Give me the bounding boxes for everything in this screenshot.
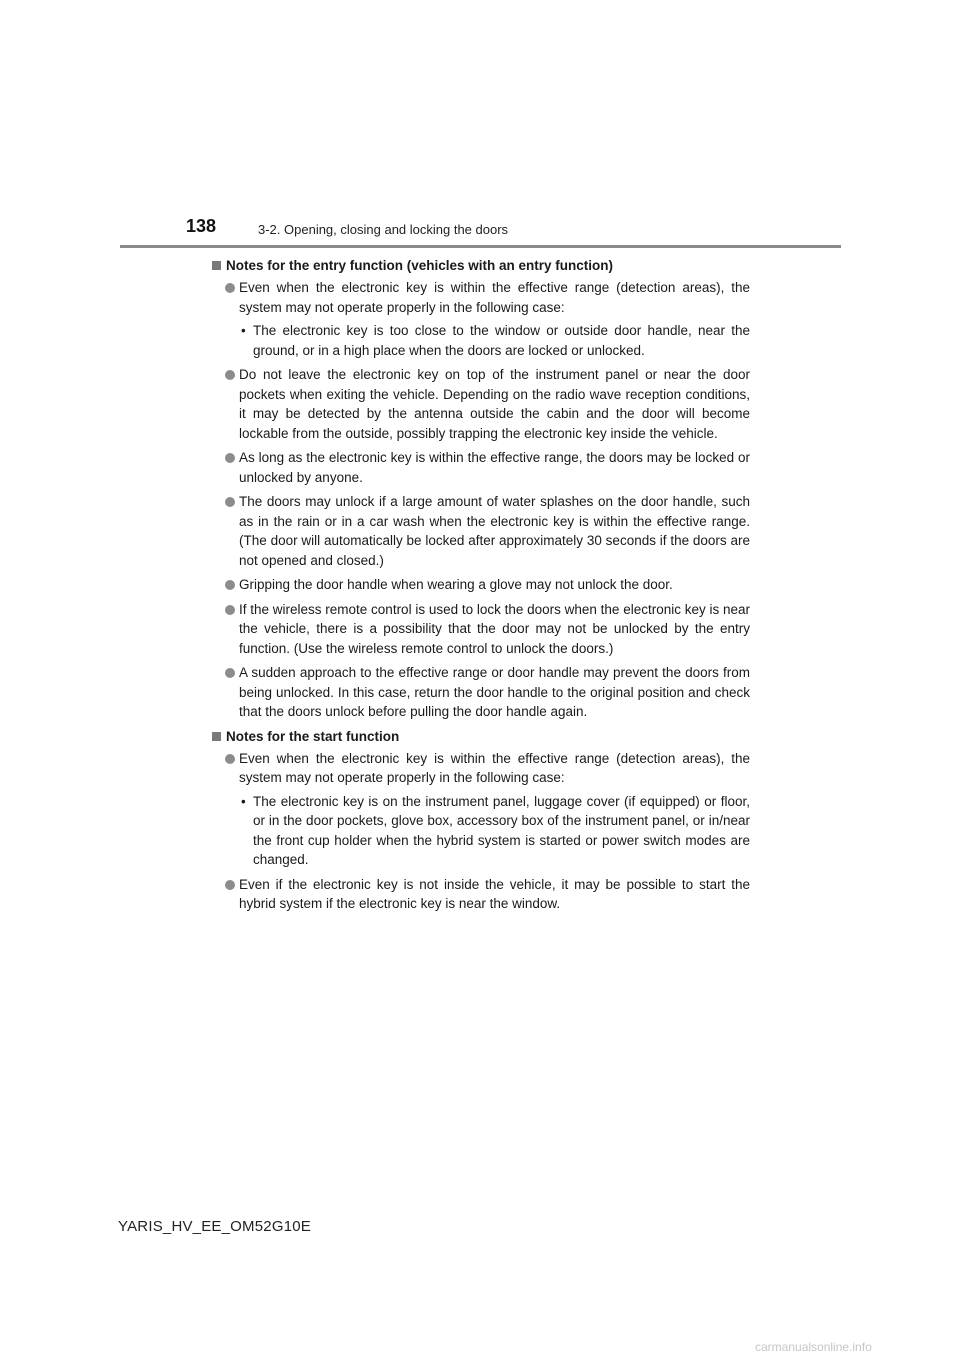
bullet-item: [210, 492, 750, 570]
bullet-text: Even when the electronic key is within the effective range (detection areas), the system may not operate properly in the following case:: [239, 280, 750, 315]
bullet-text: Even when the electronic key is within the effective range (detection areas), the system may not operate properly in the following case:: [239, 750, 750, 785]
round-bullet-icon: [225, 580, 235, 590]
section-entry-function: [210, 256, 750, 722]
sub-item: [210, 321, 750, 360]
bullet-item: [210, 600, 750, 659]
main-content: [210, 256, 750, 919]
square-bullet-icon: [212, 261, 221, 270]
bullet-item: [210, 875, 750, 914]
bullet-text: Even if the electronic key is not inside the vehicle, it may be possible to start the hybrid system if the electronic key is near the window.: [239, 876, 750, 911]
section-heading: [210, 256, 750, 275]
bullet-text: As long as the electronic key is within the effective range, the doors may be locked or unlocked by anyone.: [239, 450, 750, 485]
section-title: 3-2. Opening, closing and locking the doors: [258, 222, 509, 237]
bullet-text: If the wireless remote control is used to lock the doors when the electronic key is near the vehicle, there is a possibility that the door may not be unlocked by the entry function. (Use the wireless remote control to unlock the doors.): [239, 601, 750, 656]
bullet-item: [210, 365, 750, 443]
dot-marker-icon: •: [241, 793, 246, 809]
round-bullet-icon: [225, 668, 235, 678]
section-start-function: [210, 727, 750, 914]
bullet-item: [210, 278, 750, 360]
sub-item-text: The electronic key is too close to the window or outside door handle, near the ground, or in a high place when the doors are locked or unlocked.: [253, 323, 750, 358]
header-divider: [120, 245, 841, 248]
bullet-item: [210, 749, 750, 870]
bullet-item: [210, 575, 750, 595]
square-bullet-icon: [212, 732, 221, 741]
page-number: 138: [186, 216, 217, 236]
watermark: carmanualsonline.info: [755, 1340, 872, 1354]
dot-marker-icon: •: [241, 323, 246, 338]
section-heading-text: Notes for the entry function (vehicles with an entry function): [226, 258, 614, 273]
page-header: [186, 216, 846, 242]
bullet-text: A sudden approach to the effective range or door handle may prevent the doors from being unlocked. In this case, return the door handle to the original position and check that the doors unlock before pulling the door handle again.: [239, 665, 750, 719]
bullet-text: Do not leave the electronic key on top of the instrument panel or near the door pockets when exiting the vehicle. Depending on the radio wave reception conditions, it may be detected by the antenna outside the cabin and the door will become lockable from the outside, possibly trapping the electronic key inside the vehicle.: [239, 367, 750, 441]
sub-item-text: The electronic key is on the instrument panel, luggage cover (if equipped) or floor, or in the door pockets, glove box, accessory box of the instrument panel, or in/near the front cup holder when the hybrid system is started or power switch modes are changed.: [253, 793, 750, 867]
round-bullet-icon: [225, 605, 235, 615]
document-id: YARIS_HV_EE_OM52G10E: [118, 1218, 311, 1235]
round-bullet-icon: [225, 880, 235, 890]
bullet-item: [210, 448, 750, 487]
round-bullet-icon: [225, 754, 235, 764]
section-heading-text: Notes for the start function: [226, 728, 400, 744]
round-bullet-icon: [225, 497, 235, 507]
sub-item: [210, 792, 750, 870]
bullet-text: Gripping the door handle when wearing a glove may not unlock the door.: [239, 577, 673, 592]
round-bullet-icon: [225, 370, 235, 380]
section-heading: [210, 727, 750, 746]
round-bullet-icon: [225, 453, 235, 463]
round-bullet-icon: [225, 283, 235, 293]
bullet-text: The doors may unlock if a large amount of water splashes on the door handle, such as in the rain or in a car wash when the electronic key is within the effective range. (The door will automatically be locked after approximately 30 seconds if the doors are not opened and closed.): [239, 494, 750, 568]
bullet-item: [210, 663, 750, 722]
